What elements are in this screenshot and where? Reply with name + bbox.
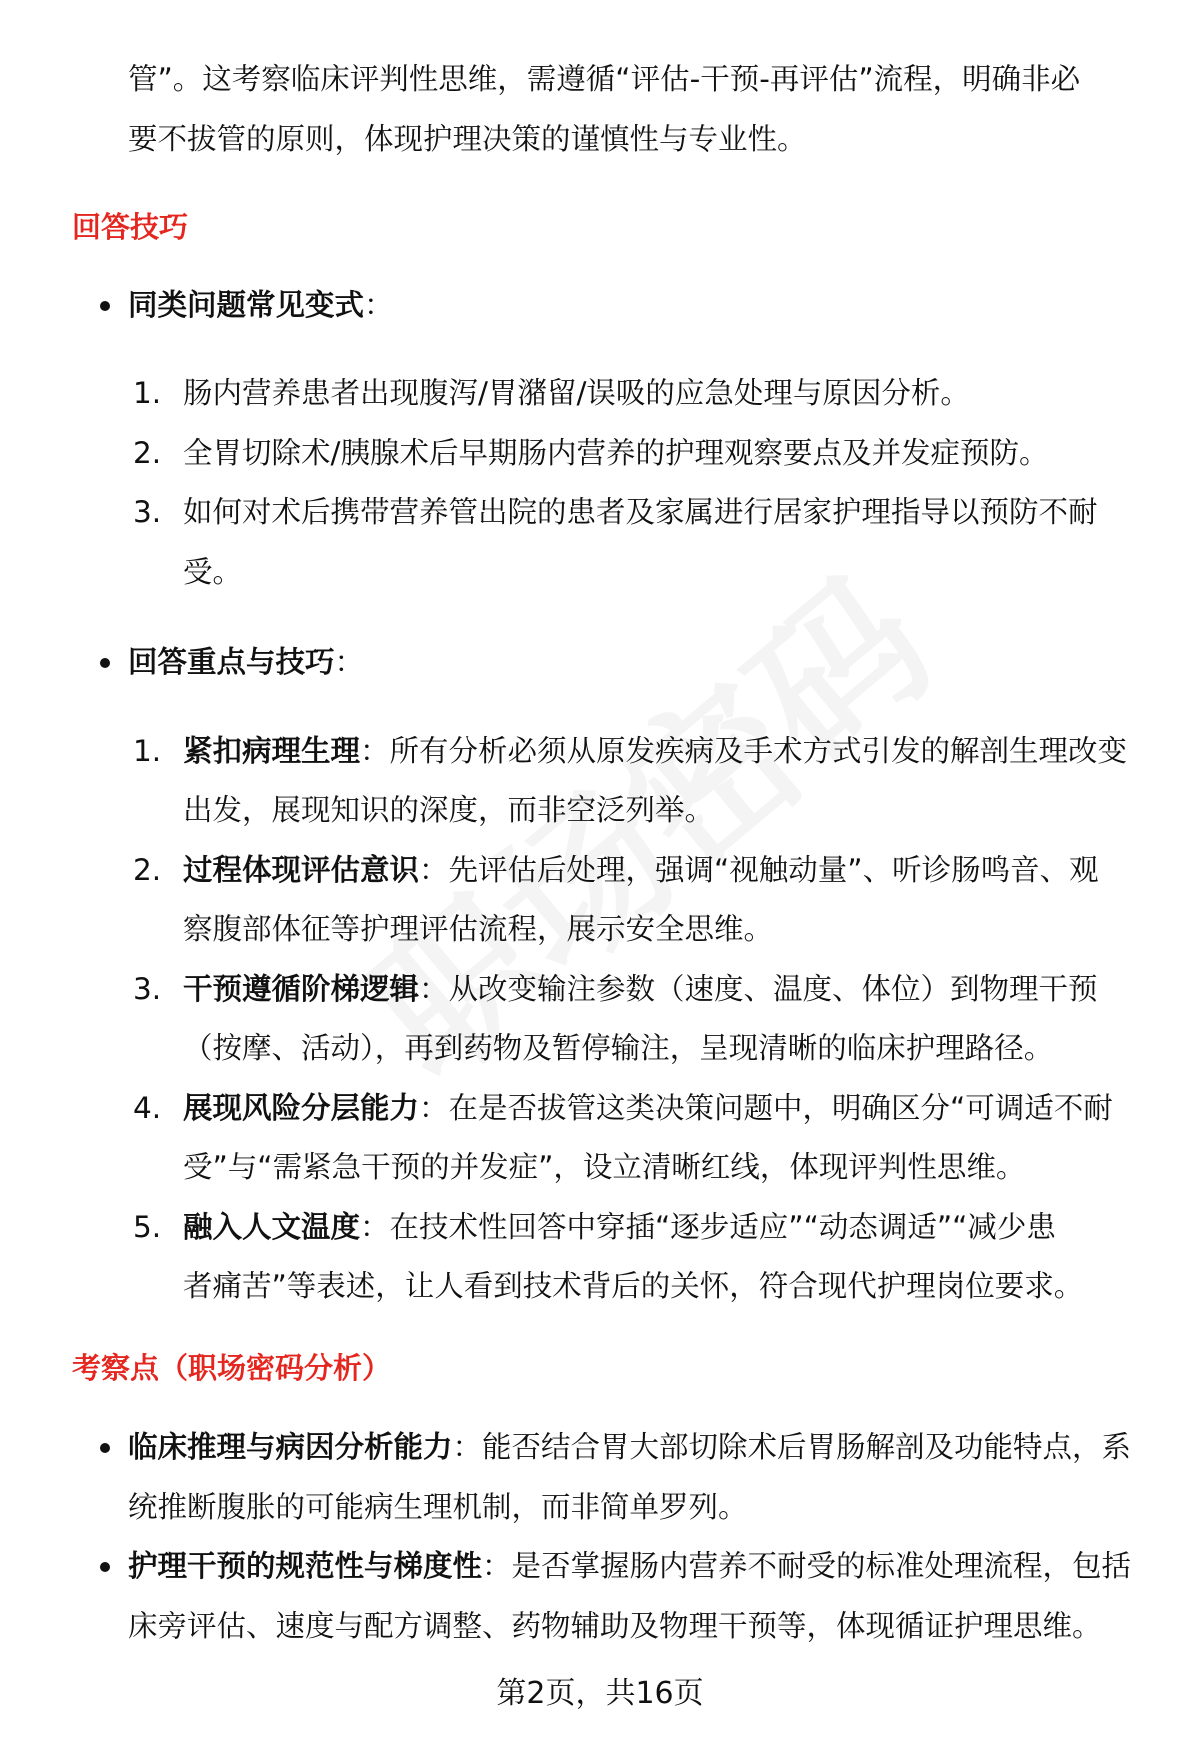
bullet-item <box>0 1537 1200 1656</box>
list-item-text: ：从改变输注参数（速度、温度、体位）到物理干预 <box>419 971 1098 1006</box>
bullet-dot-icon <box>100 1562 110 1572</box>
list-item <box>0 960 1200 1079</box>
bullet-text: ：是否掌握肠内营养不耐受的标准处理流程，包括 <box>482 1549 1132 1583</box>
list-item-label: 融入人文温度 <box>183 1209 361 1244</box>
list-item-line <box>0 1079 1200 1139</box>
list-item <box>0 1198 1200 1317</box>
list-item-line: 受”与“需紧急干预的并发症”，设立清晰红线，体现评判性思维。 <box>183 1150 1026 1184</box>
bullet-label-suffix: ： <box>334 645 365 679</box>
list-item-label: 过程体现评估意识 <box>183 852 420 887</box>
bullet-line <box>0 276 1200 336</box>
bullet-dot-icon <box>100 301 110 311</box>
bullet-text: ：能否结合胃大部切除术后胃肠解剖及功能特点，系 <box>452 1430 1132 1464</box>
list-item <box>0 483 1200 602</box>
section-heading-tips: 回答技巧 <box>72 210 189 244</box>
bullet-label: 临床推理与病因分析能力 <box>128 1430 453 1464</box>
bullet-dot-icon <box>100 658 110 668</box>
numbered-list <box>0 722 1200 1317</box>
list-item-line: 全胃切除术/胰腺术后早期肠内营养的护理观察要点及并发症预防。 <box>183 435 1049 470</box>
list-item <box>0 841 1200 960</box>
list-item <box>0 722 1200 841</box>
list-item-line: 者痛苦”等表述，让人看到技术背后的关怀，符合现代护理岗位要求。 <box>183 1269 1084 1303</box>
bullet-label: 护理干预的规范性与梯度性 <box>128 1549 483 1583</box>
bullet-line <box>0 1537 1200 1597</box>
list-item-line: （按摩、活动），再到药物及暂停输注，呈现清晰的临床护理路径。 <box>183 1031 1054 1065</box>
bullet-line: 统推断腹胀的可能病生理机制，而非简单罗列。 <box>128 1489 748 1524</box>
list-item-line <box>0 960 1200 1020</box>
list-number: 2. <box>133 435 162 470</box>
document-body <box>0 50 1200 1656</box>
bullet-line <box>0 1418 1200 1478</box>
list-item-line <box>0 1198 1200 1258</box>
intro-paragraph <box>0 50 1200 169</box>
list-item-line <box>0 722 1200 782</box>
bullet-item <box>0 276 1200 336</box>
section-heading-assessment: 考察点（职场密码分析） <box>72 1350 392 1385</box>
list-number: 4. <box>133 1090 162 1125</box>
list-item <box>0 1079 1200 1198</box>
list-item-label: 干预遵循阶梯逻辑 <box>183 971 420 1006</box>
list-item-text: ：所有分析必须从原发疾病及手术方式引发的解剖生理改变 <box>360 733 1128 768</box>
bullet-label: 同类问题常见变式 <box>128 287 365 322</box>
list-item-line <box>0 841 1200 901</box>
list-item <box>0 364 1200 424</box>
bullet-label: 回答重点与技巧 <box>128 645 335 679</box>
list-item-label: 紧扣病理生理 <box>183 733 361 768</box>
list-item-line: 肠内营养患者出现腹泻/胃潴留/误吸的应急处理与原因分析。 <box>183 376 970 410</box>
list-item-line: 受。 <box>183 554 243 589</box>
bullet-dot-icon <box>100 1443 110 1453</box>
list-item-line: 出发，展现知识的深度，而非空泛列举。 <box>183 793 715 827</box>
list-number: 1. <box>133 733 162 768</box>
list-item-text: ：先评估后处理，强调“视触动量”、听诊肠鸣音、观 <box>419 852 1099 887</box>
bullet-item <box>0 1418 1200 1537</box>
list-item <box>0 424 1200 484</box>
bullet-label-suffix: ： <box>364 287 394 322</box>
list-item-line: 察腹部体征等护理评估流程，展示安全思维。 <box>183 912 774 946</box>
list-item-label: 展现风险分层能力 <box>183 1090 420 1125</box>
list-number: 3. <box>133 971 162 1006</box>
bullet-line <box>0 633 1200 693</box>
list-item-line: 如何对术后携带营养管出院的患者及家属进行居家护理指导以预防不耐 <box>183 495 1098 529</box>
list-number: 5. <box>133 1209 162 1244</box>
list-item-text: ：在是否拔管这类决策问题中，明确区分“可调适不耐 <box>419 1090 1113 1125</box>
list-item-text: ：在技术性回答中穿插“逐步适应”“动态调适”“减少患 <box>360 1209 1056 1244</box>
numbered-list <box>0 364 1200 602</box>
bullet-line: 床旁评估、速度与配方调整、药物辅助及物理干预等，体现循证护理思维。 <box>128 1608 1102 1643</box>
page-number: 第2页，共16页 <box>496 1676 704 1711</box>
list-number: 1. <box>133 376 162 410</box>
intro-line: 要不拔管的原则，体现护理决策的谨慎性与专业性。 <box>128 121 807 156</box>
assessment-list <box>0 1418 1200 1656</box>
bullet-item <box>0 633 1200 693</box>
intro-line: 管”。这考察临床评判性思维，需遵循“评估-干预-再评估”流程，明确非必 <box>128 62 1081 96</box>
list-number: 2. <box>133 852 162 887</box>
list-number: 3. <box>133 495 162 529</box>
